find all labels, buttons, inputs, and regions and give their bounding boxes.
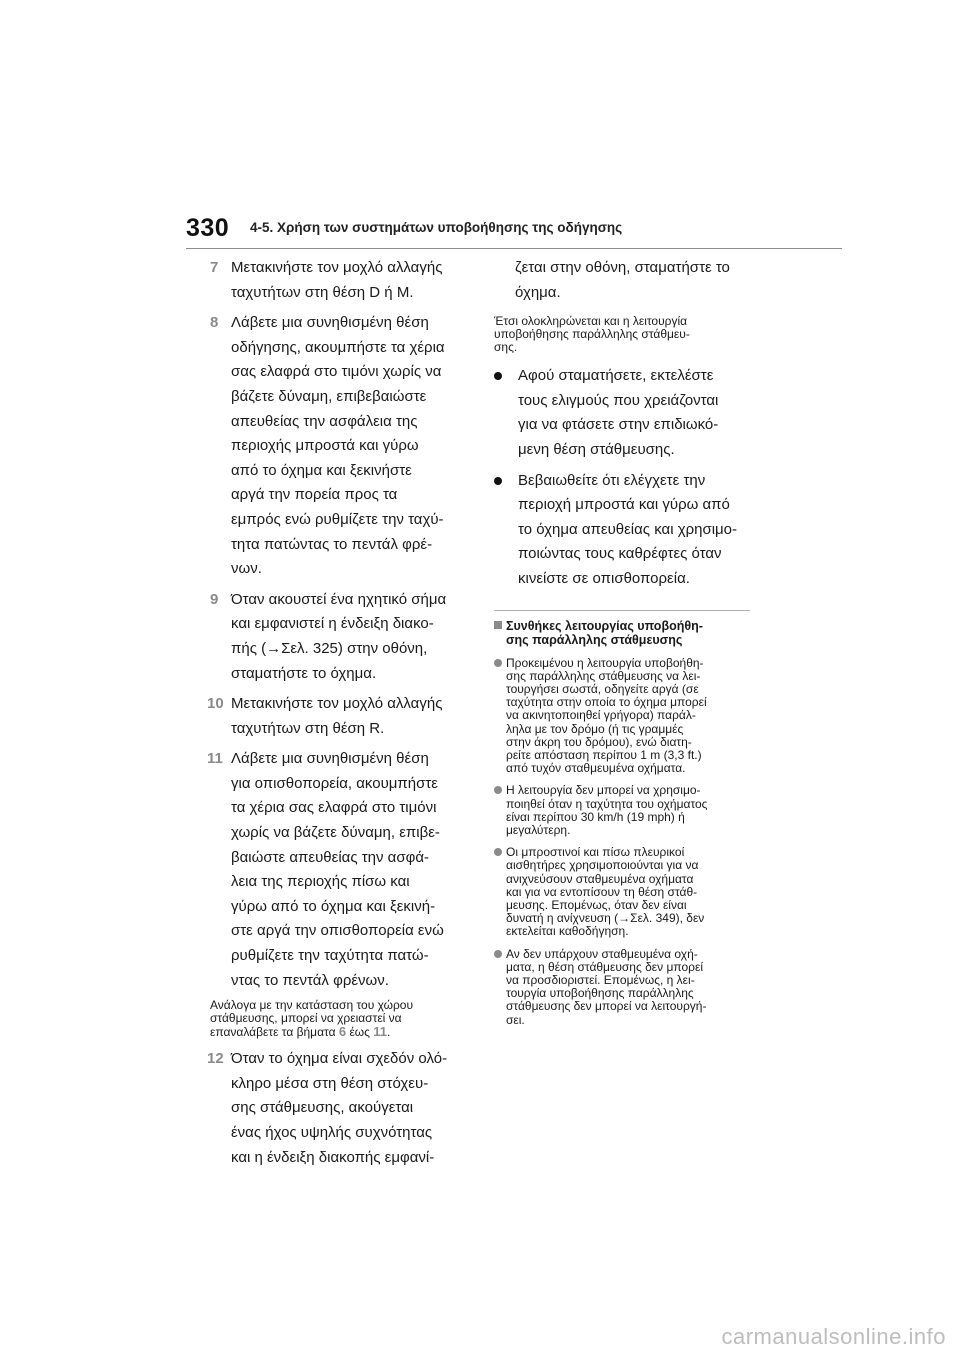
note-line: σης. (494, 340, 518, 355)
step-number: 9 (210, 590, 219, 608)
heading-line: Συνθήκες λειτουργίας υποβοήθη- (506, 618, 703, 633)
bullet-check-surroundings (494, 469, 750, 592)
step-ref-from: 6 (338, 1024, 347, 1040)
circle-bullet-icon (494, 848, 502, 856)
item-line: αισθητήρες χρησιμοποιούνται για να (506, 858, 699, 873)
step-text-line: όχημα. (515, 283, 561, 301)
step-11 (207, 747, 472, 993)
step-text-line: Λάβετε μια συνηθισμένη θέση (231, 314, 429, 332)
note-text: . (387, 1025, 391, 1040)
bullet-text-line: Βεβαιωθείτε ότι ελέγχετε την (518, 471, 706, 489)
step-text-line: από το όχημα και ξεκινήστε (231, 461, 412, 479)
item-line: εκτελείται καθοδήγηση. (506, 924, 629, 939)
step-text-line: γύρω από το όχημα και ξεκινή- (231, 897, 436, 915)
item-line: Προκειμένου η λειτουργία υποβοήθη- (506, 655, 704, 670)
step-text-line: τητα πατώντας το πεντάλ φρέ- (231, 535, 433, 553)
step-text-line: λεια της περιοχής πίσω και (231, 873, 410, 891)
square-bullet-icon (494, 621, 502, 629)
step-text-line: σης στάθμευσης, ακούγεται (231, 1099, 414, 1117)
step-text-line: ρυθμίζετε την ταχύτητα πατώ- (231, 947, 429, 965)
note-line: υποβοήθησης παράλληλης στάθμευ- (494, 327, 690, 342)
watermark: carmanualsonline.info (721, 1324, 946, 1349)
circle-bullet-icon (494, 659, 502, 667)
bullet-text-line: τους ελιγμούς που χρειάζονται (518, 391, 719, 409)
step-text-line: αργά την πορεία προς τα (231, 486, 398, 504)
chapter-title: 4-5. Χρήση των συστημάτων υποβοήθησης της οδήγησης (250, 220, 623, 235)
bullet-text-line: για να φτάσετε στην επιδιωκό- (518, 416, 719, 434)
item-line: ματα, η θέση στάθμευσης δεν μπορεί (506, 959, 703, 974)
step-number: 7 (210, 259, 219, 276)
step-text-line: κληρο μέσα στη θέση στόχευ- (231, 1074, 429, 1092)
step-text-line: σας ελαφρά στο τιμόνι χωρίς να (231, 363, 442, 381)
circle-bullet-icon (494, 950, 502, 958)
item-line: μεγαλύτερη. (506, 822, 571, 837)
step-text-line: Όταν το όχημα είναι σχεδόν ολό- (231, 1050, 448, 1068)
note-line: Έτσι ολοκληρώνεται και η λειτουργία (494, 314, 688, 329)
step-text-line: και η ένδειξη διακοπής εμφανί- (231, 1148, 435, 1166)
completion-note (494, 315, 750, 354)
step-text-line: χωρίς να βάζετε δύναμη, επιβε- (231, 824, 440, 842)
step-ref-to: 11 (373, 1024, 388, 1040)
section-heading (494, 619, 750, 647)
item-line: ποιηθεί όταν η ταχύτητα του οχήματος (506, 796, 708, 811)
right-column (494, 256, 750, 1036)
step-number: 10 (207, 695, 224, 713)
bullet-text-line: μενη θέση στάθμευσης. (518, 440, 675, 458)
step-text-line: για οπισθοπορεία, ακουμπήστε (231, 774, 438, 792)
bullet-dot-icon (494, 477, 502, 485)
item-line: από τυχόν σταθμευμένα οχήματα. (506, 761, 686, 776)
bullet-text-line: το όχημα απευθείας και χρησιμο- (518, 520, 738, 538)
item-line: Αν δεν υπάρχουν σταθμευμένα οχή- (506, 946, 698, 961)
item-line: ληλα με τον δρόμο (ή τις γραμμές (506, 721, 684, 736)
step-text-line: ταχυτήτων στη θέση R. (231, 719, 385, 737)
step-text-line: ένας ήχος υψηλής συχνότητας (231, 1124, 433, 1141)
step-12-continuation (494, 256, 750, 305)
step-12 (207, 1047, 472, 1170)
item-line: δυνατή η ανίχνευση (→Σελ. 349), δεν (506, 911, 705, 926)
step-text-line: στε αργά την οπισθοπορεία ενώ (231, 922, 444, 940)
repeat-steps-note (210, 999, 472, 1039)
condition-item (494, 948, 750, 1027)
item-line: σει. (506, 1012, 525, 1027)
circle-bullet-icon (494, 786, 502, 794)
step-text-line: ντας το πεντάλ φρένων. (231, 971, 389, 989)
item-line: είναι περίπου 30 km/h (19 mph) ή (506, 809, 685, 824)
step-text-line: Λάβετε μια συνηθισμένη θέση (231, 750, 429, 768)
item-line: Οι μπροστινοί και πίσω πλευρικοί (506, 845, 685, 860)
step-8 (210, 311, 472, 582)
condition-item (494, 846, 750, 938)
item-line: να προσδιοριστεί. Επομένως, η λει- (506, 973, 695, 987)
note-text: επαναλάβετε τα βήματα (210, 1025, 339, 1040)
bullet-maneuver (494, 364, 750, 462)
step-9 (210, 588, 472, 686)
step-10 (207, 692, 472, 741)
note-line: Ανάλογα με την κατάσταση του χώρου (210, 998, 414, 1013)
item-line: μευσης. Επομένως, όταν δεν είναι (506, 897, 687, 912)
note-line (210, 1025, 472, 1039)
bullet-text-line: Αφού σταματήσετε, εκτελέστε (518, 367, 714, 385)
item-line: στην άκρη του δρόμου), ενώ διατη- (506, 734, 692, 749)
step-text-line: και εμφανιστεί η ένδειξη διακο- (231, 615, 434, 633)
step-number: 8 (210, 314, 219, 332)
item-line: Η λειτουργία δεν μπορεί να χρησιμο- (506, 783, 701, 798)
item-line: και για να εντοπίσουν τη θέση στάθ- (506, 884, 698, 899)
step-text-line: Όταν ακουστεί ένα ηχητικό σήμα (231, 590, 447, 608)
page-header (186, 208, 842, 249)
step-number: 11 (207, 750, 223, 768)
step-text-line: περιοχής μπροστά και γύρω (231, 437, 419, 455)
step-text-line: βάζετε δύναμη, επιβεβαιώστε (231, 387, 427, 405)
step-text-line: ζεται στην οθόνη, σταματήστε το (515, 259, 730, 276)
note-line: στάθμευσης, μπορεί να χρειαστεί να (210, 1011, 402, 1026)
step-text-line: σταματήστε το όχημα. (231, 664, 377, 682)
step-text-line: απευθείας την ασφάλεια της (231, 412, 418, 430)
step-text-line: πής (→Σελ. 325) στην οθόνη, (231, 639, 428, 657)
item-line: στάθμευσης δεν μπορεί να λειτουργή- (506, 999, 707, 1014)
bullet-text-line: περιοχή μπροστά και γύρω από (518, 496, 730, 514)
bullet-dot-icon (494, 372, 502, 380)
step-text-line: Μετακινήστε τον μοχλό αλλαγής (231, 695, 443, 713)
heading-line: σης παράλληλης στάθμευσης (506, 632, 683, 647)
step-text-line: ταχυτήτων στη θέση D ή M. (231, 283, 414, 301)
step-number: 12 (207, 1050, 224, 1068)
item-line: τουργήσει σωστά, οδηγείτε αργά (σε (506, 681, 699, 696)
step-text-line: τα χέρια σας ελαφρά στο τιμόνι (231, 799, 437, 817)
item-line: ρείτε απόσταση περίπου 1 m (3,3 ft.) (506, 747, 702, 762)
step-text-line: νων. (231, 560, 262, 578)
condition-item (494, 657, 750, 776)
bullet-text-line: κινείστε σε οπισθοπορεία. (518, 569, 690, 587)
item-line: τουργία υποβοήθησης παράλληλης (506, 986, 694, 1001)
step-text-line: οδήγησης, ακουμπήστε τα χέρια (231, 338, 445, 356)
section-divider (494, 610, 750, 611)
item-line: να ακινητοποιηθεί γρήγορα) παράλ- (506, 708, 696, 723)
step-text-line: εμπρός ενώ ρυθμίζετε την ταχύ- (231, 510, 444, 528)
step-text-line: βαιώστε απευθείας την ασφά- (231, 848, 429, 866)
condition-item (494, 784, 750, 837)
step-7 (210, 256, 472, 305)
item-line: σης παράλληλης στάθμευσης να λει- (506, 668, 701, 683)
page-number: 330 (186, 214, 230, 242)
left-column (207, 256, 472, 1176)
bullet-text-line: ποιώντας τους καθρέφτες όταν (518, 545, 722, 563)
note-text: έως (346, 1025, 374, 1040)
step-text-line: Μετακινήστε τον μοχλό αλλαγής (231, 259, 443, 276)
item-line: ανιχνεύσουν σταθμευμένα οχήματα (506, 871, 694, 886)
item-line: ταχύτητα στην οποία το όχημα μπορεί (506, 695, 707, 710)
